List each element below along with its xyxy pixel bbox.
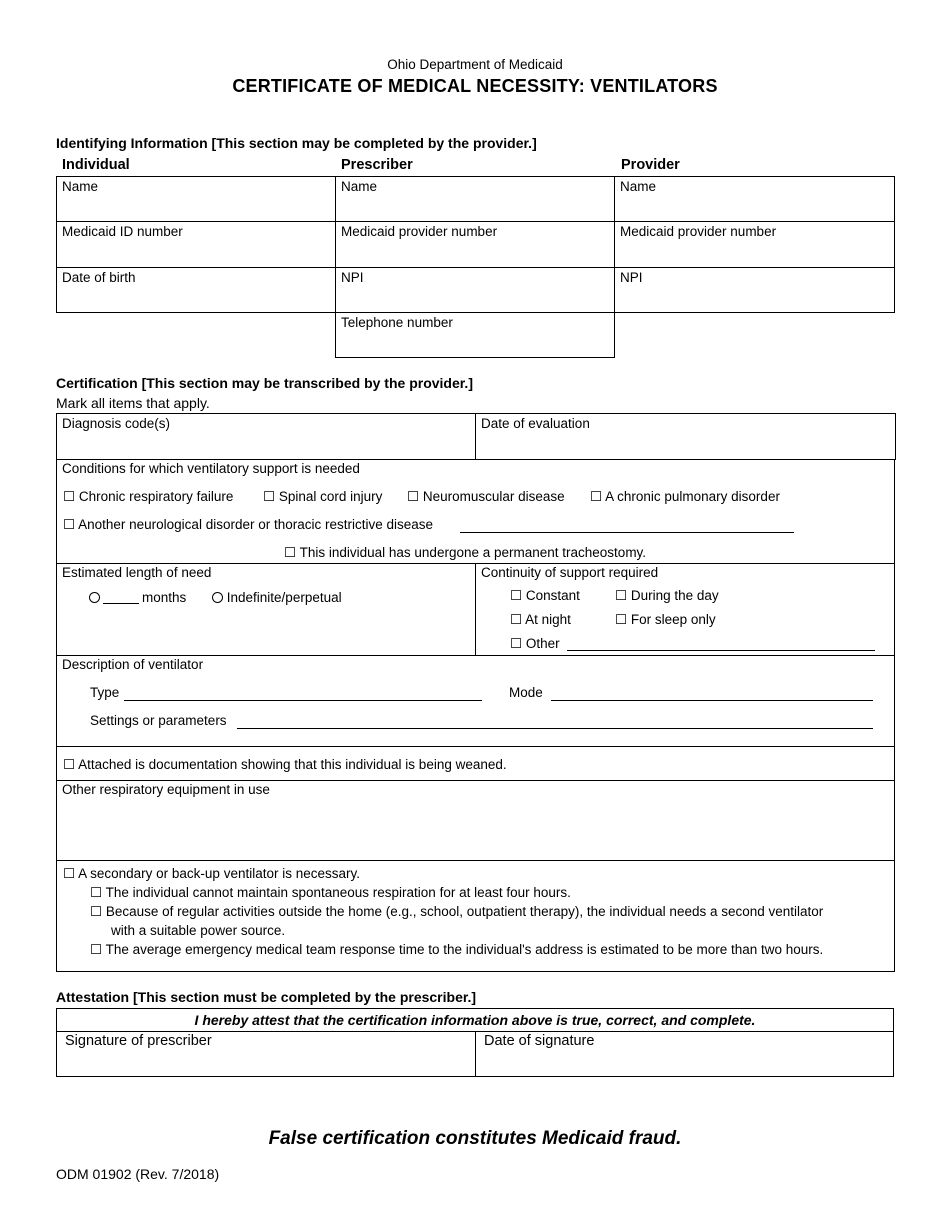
field-label: Telephone number [341,315,453,330]
estimated-length-label: Estimated length of need [62,565,212,580]
prescriber-medicaid-number-field[interactable] [335,221,615,268]
attestation-statement-row [56,1008,894,1032]
form-title: CERTIFICATE OF MEDICAL NECESSITY: VENTILATORS [232,76,718,96]
prescriber-telephone-field[interactable] [335,312,615,358]
conditions-section [56,459,895,564]
field-label: Name [341,179,378,194]
ventilator-description-section [56,655,895,747]
continuity-section [475,563,895,656]
diagnosis-codes-field[interactable] [56,413,476,460]
other-equipment-label: Other respiratory equipment in use [62,782,270,797]
checkbox-spontaneous-respiration[interactable]: ☐ The individual cannot maintain spontaneous respiration for at least four hours. [90,885,571,900]
radio-circle-icon[interactable] [212,592,223,603]
type-label: Type [90,685,120,700]
individual-dob-field[interactable] [56,267,336,313]
estimated-length-section [56,563,476,656]
months-blank[interactable] [103,591,139,604]
other-neurological-line[interactable] [460,532,794,533]
provider-npi-field[interactable] [614,267,895,313]
checkbox-at-night[interactable]: ☐ At night [510,612,571,627]
checkbox-during-day[interactable]: ☐ During the day [615,588,719,603]
agency-name: Ohio Department of Medicaid [387,57,563,72]
fraud-warning: False certification constitutes Medicaid fraud. [268,1128,682,1149]
checkbox-other-neurological-disorder[interactable]: ☐ Another neurological disorder or thoracic restrictive disease [63,517,434,532]
prescriber-name-field[interactable] [335,176,615,222]
checkbox-constant[interactable]: ☐ Constant [510,588,580,603]
form-number: ODM 01902 (Rev. 7/2018) [56,1166,220,1182]
mode-input-line[interactable] [551,700,873,701]
checkbox-weaned[interactable]: ☐ Attached is documentation showing that this individual is being weaned. [63,757,507,772]
attestation-heading: Attestation [This section must be completed by the prescriber.] [56,989,477,1005]
checkbox-secondary-ventilator[interactable]: ☐ A secondary or back-up ventilator is necessary. [63,866,360,881]
months-label: months [142,590,187,605]
checkbox-tracheostomy[interactable]: ☐ This individual has undergone a permanent tracheostomy. [284,545,647,560]
other-equipment-field[interactable] [56,780,895,861]
field-label: Medicaid provider number [620,224,777,239]
conditions-label: Conditions for which ventilatory support is needed [62,461,360,476]
indefinite-option[interactable] [212,590,342,605]
settings-label: Settings or parameters [90,713,227,728]
field-label: NPI [341,270,364,285]
checkbox-sleep-only[interactable]: ☐ For sleep only [615,612,716,627]
checkbox-neuromuscular-disease[interactable]: ☐ Neuromuscular disease [407,489,565,504]
field-label: Diagnosis code(s) [62,416,171,431]
signature-label: Signature of prescriber [65,1033,212,1049]
field-label: Medicaid ID number [62,224,183,239]
other-continuity-line[interactable] [567,650,875,651]
signature-field[interactable] [56,1031,476,1077]
individual-medicaid-id-field[interactable] [56,221,336,268]
field-label: Medicaid provider number [341,224,498,239]
checkbox-spinal-cord-injury[interactable]: ☐ Spinal cord injury [263,489,383,504]
secondary-ventilator-section [56,860,895,972]
field-label: NPI [620,270,643,285]
provider-name-field[interactable] [614,176,895,222]
mode-label: Mode [509,685,543,700]
prescriber-npi-field[interactable] [335,267,615,313]
weaned-section [56,746,895,781]
indefinite-label: Indefinite/perpetual [226,590,342,605]
signature-date-label: Date of signature [484,1033,595,1049]
identifying-heading: Identifying Information [This section may be completed by the provider.] [56,135,537,151]
col-provider: Provider [621,157,680,173]
checkbox-other-continuity[interactable]: ☐ Other [510,636,560,651]
certification-instruction: Mark all items that apply. [56,395,210,411]
field-label: Date of evaluation [481,416,590,431]
settings-input-line[interactable] [237,728,873,729]
checkbox-activities-outside-home[interactable]: ☐ Because of regular activities outside the home (e.g., school, outpatient therapy), the individual needs a second ventilator [90,904,824,919]
field-label: Name [620,179,657,194]
provider-medicaid-number-field[interactable] [614,221,895,268]
signature-date-field[interactable] [475,1031,894,1077]
individual-name-field[interactable] [56,176,336,222]
checkbox-chronic-respiratory-failure[interactable]: ☐ Chronic respiratory failure [63,489,234,504]
ventilator-description-label: Description of ventilator [62,657,204,672]
radio-circle-icon[interactable] [89,592,100,603]
months-option[interactable] [89,590,186,605]
attestation-statement: I hereby attest that the certification information above is true, correct, and complete. [194,1012,756,1028]
activities-outside-home-continued: with a suitable power source. [111,923,286,938]
continuity-label: Continuity of support required [481,565,659,580]
col-prescriber: Prescriber [341,157,413,173]
certification-heading: Certification [This section may be transcribed by the provider.] [56,375,473,391]
checkbox-chronic-pulmonary-disorder[interactable]: ☐ A chronic pulmonary disorder [590,489,780,504]
field-label: Date of birth [62,270,136,285]
checkbox-emergency-response-time[interactable]: ☐ The average emergency medical team response time to the individual's address is estimated to be more than two hours. [90,942,824,957]
type-input-line[interactable] [124,700,482,701]
field-label: Name [62,179,99,194]
col-individual: Individual [62,157,130,173]
evaluation-date-field[interactable] [475,413,896,460]
